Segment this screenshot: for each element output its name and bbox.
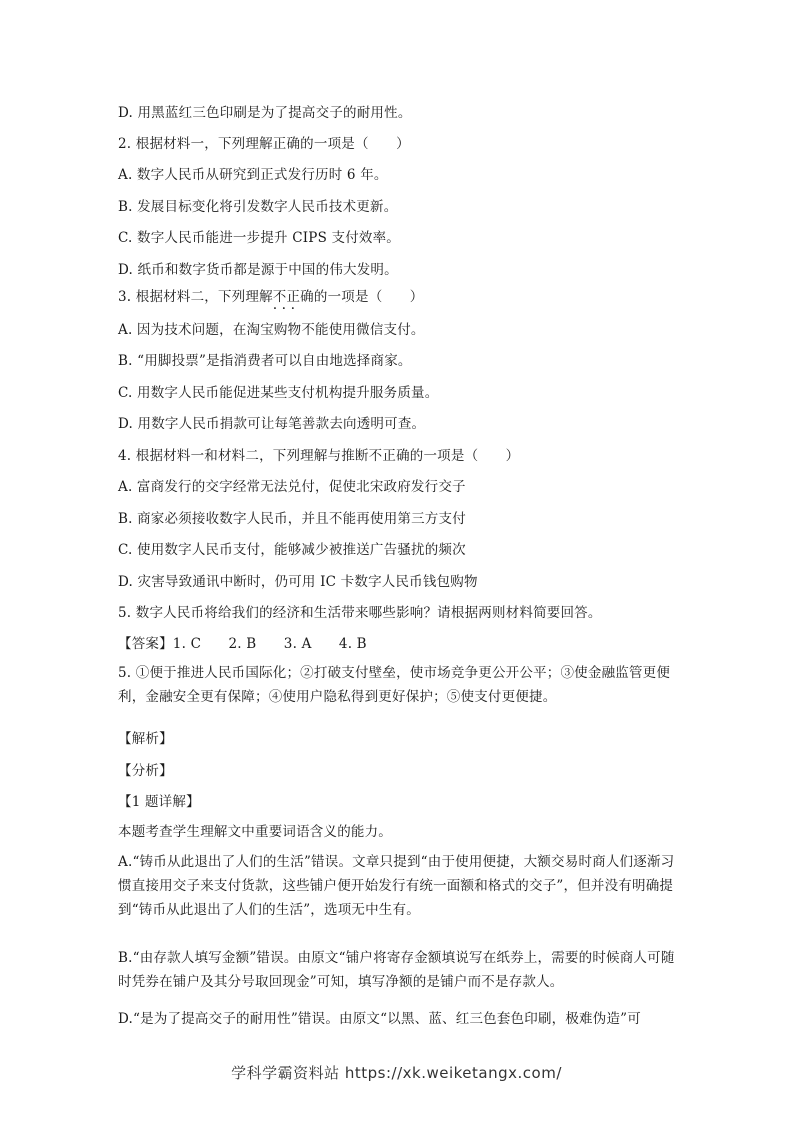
- q1-detail-heading: 【1 题详解】: [118, 794, 200, 810]
- analysis-heading: 【解析】: [118, 731, 173, 747]
- option-3a: A. 因为技术问题，在淘宝购物不能使用微信支付。: [118, 322, 425, 338]
- fenxi-heading: 【分析】: [118, 763, 173, 779]
- emphasis-not-correct: 不正确 · · ·: [273, 287, 314, 307]
- answer-key: 【答案】1. C 2. B 3. A 4. B: [118, 636, 367, 652]
- question-3-suffix: 的一项是（ ）: [313, 289, 424, 305]
- option-2c: C. 数字人民币能进一步提升 CIPS 支付效率。: [118, 230, 401, 246]
- q1-explain-d: D.“是为了提高交子的耐用性”错误。由原文“以黑、蓝、红三色套色印刷，极难伪造”可: [118, 1011, 641, 1027]
- option-2b: B. 发展目标变化将引发数字人民币技术更新。: [118, 199, 398, 215]
- option-4b: B. 商家必须接收数字人民币，并且不能再使用第三方支付: [118, 511, 466, 527]
- option-4d: D. 灾害导致通讯中断时，仍可用 IC 卡数字人民币钱包购物: [118, 574, 478, 590]
- option-2a: A. 数字人民币从研究到正式发行历时 6 年。: [118, 167, 388, 183]
- question-5: 5. 数字人民币将给我们的经济和生活带来哪些影响？请根据两则材料简要回答。: [118, 605, 602, 621]
- option-2d: D. 纸币和数字货币都是源于中国的伟大发明。: [118, 262, 398, 278]
- option-3c: C. 用数字人民币能促进某些支付机构提升服务质量。: [118, 385, 439, 401]
- option-3d: D. 用数字人民币捐款可让每笔善款去向透明可查。: [118, 416, 426, 432]
- option-1d: D. 用黑蓝红三色印刷是为了提高交子的耐用性。: [118, 105, 412, 121]
- option-4a: A. 富商发行的交字经常无法兑付，促使北宋政府发行交子: [118, 479, 466, 495]
- question-3-prefix: 3. 根据材料二，下列理解: [118, 289, 273, 305]
- footer-watermark: 学科学霸资料站 https://xk.weiketangx.com/: [231, 1064, 562, 1082]
- option-3b: B. “用脚投票”是指消费者可以自由地选择商家。: [118, 353, 412, 369]
- answer-5: 5. ①便于推进人民币国际化；②打破支付壁垒，使市场竞争更公开公平；③使金融监管更便利，金融安全更有保障；④使用户隐私得到更好保护；⑤使支付更便捷。: [118, 665, 671, 705]
- question-3: [118, 287, 678, 307]
- question-4: 4. 根据材料一和材料二，下列理解与推断不正确的一项是（ ）: [118, 448, 520, 464]
- q1-intro: 本题考查学生理解文中重要词语含义的能力。: [118, 824, 392, 840]
- question-2: 2. 根据材料一，下列理解正确的一项是（ ）: [118, 136, 410, 152]
- q1-explain-a: A.“铸币从此退出了人们的生活”错误。文章只提到“由于使用便捷，大额交易时商人们逐渐习惯直接用交子来支付货款，这些铺户便开始发行有统一面额和格式的交子”，但并没有明确提到“铸币从此退出了人们的生活”，选项无中生有。: [118, 854, 675, 918]
- q1-explain-b: B.“由存款人填写金额”错误。由原文“铺户将寄存金额填说写在纸券上，需要的时候商人可随时凭券在铺户及其分号取回现金”可知，填写净额的是铺户而不是存款人。: [118, 950, 675, 990]
- option-4c: C. 使用数字人民币支付，能够减少被推送广告骚扰的频次: [118, 542, 466, 558]
